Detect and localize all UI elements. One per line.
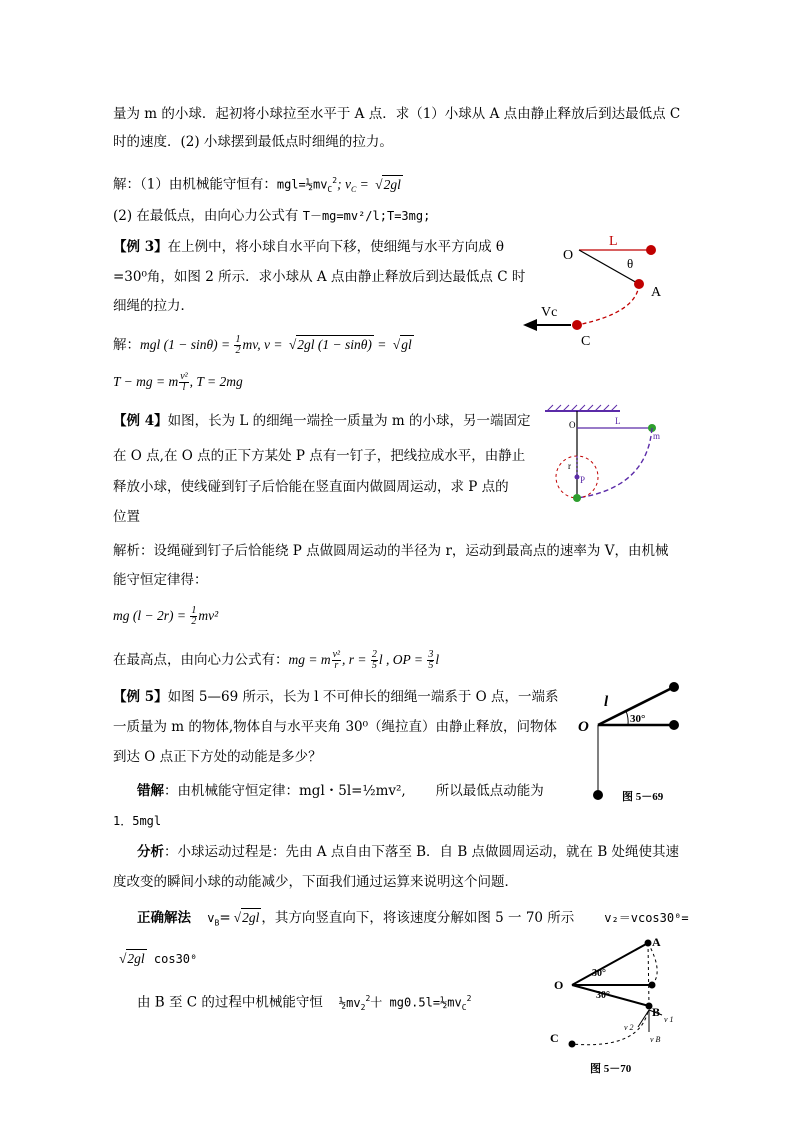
label-o: O: [554, 978, 564, 992]
example3-eq2: [113, 372, 243, 393]
wrong-text: ：由机械能守恒定律：mgl・5l=½mv²,: [164, 783, 406, 799]
bc-eq-sub: 2: [360, 1003, 366, 1013]
sol1-vc: ; v: [337, 176, 351, 192]
example4-text1: 如图，长为 L 的细绳一端拴一质量为 m 的小球，另一端固定: [167, 413, 531, 429]
label-angle1: 30°: [592, 968, 606, 979]
frac-den: 2: [191, 616, 197, 627]
example4-frac1: [190, 606, 197, 627]
correct-vb-sub: B: [214, 918, 220, 928]
analysis-label: 分析: [137, 844, 164, 860]
frac-den: 5: [428, 660, 434, 671]
ball-mid: [649, 982, 656, 989]
example4-eq1: [113, 606, 218, 627]
ball-bottom: [573, 494, 581, 502]
correct-eq: =: [219, 910, 231, 926]
label-vb: v B: [650, 1035, 661, 1044]
figure-5-70: [548, 932, 688, 1080]
correct-v2: v₂＝vcos30⁰=: [604, 911, 689, 925]
example4-tag: 【例 4】: [113, 413, 168, 429]
label-p: P: [580, 475, 586, 485]
example4-eq2c: l , OP =: [378, 652, 427, 667]
frac-num: v²: [332, 649, 341, 660]
bc-text: 由 B 至 C 的过程中机械能守恒: [137, 994, 323, 1011]
analysis-text1: ：小球运动过程是：先由 A 点自由下落至 B．自 B 点做圆周运动，就在 B 处绳使其速: [164, 844, 680, 860]
wrong-tail: 所以最低点动能为: [435, 783, 544, 799]
ball-a: [634, 279, 644, 289]
problem2-line2: 时的速度．(2) 小球摆到最低点时细绳的拉力。: [113, 134, 393, 150]
example4-eq2d: l: [435, 652, 440, 667]
drop-ab: [648, 943, 649, 1006]
swing-arc: [577, 284, 639, 325]
ball-start: [646, 245, 656, 255]
sol1-prefix: 解：（1）由机械能守恒有：: [113, 176, 277, 193]
example5-line2: 一质量为 m 的物体,物体自与水平夹角 30⁰（绳拉直）由静止释放，问物体: [113, 719, 558, 735]
sol2-prefix: (2) 在最低点，由向心力公式有: [113, 208, 303, 224]
example4-eq2b: , r =: [342, 652, 370, 667]
example3-frac2: [179, 372, 188, 393]
example5-text1: 如图 5—69 所示，长为 l 不可伸长的细绳一端系于 O 点，一端系: [167, 689, 559, 705]
frac-num: 2: [371, 649, 377, 660]
label-o: O: [563, 248, 574, 263]
example4-eq2a: mg = m: [288, 652, 331, 667]
caption: 图 5－70: [590, 1063, 632, 1075]
problem2-line1: 量为 m 的小球．起初将小球拉至水平于 A 点．求（1）小球从 A 点由静止释放后到达最低点 C: [113, 106, 681, 122]
example4-eq1b: mv²: [198, 608, 219, 623]
example3-figure: [515, 228, 685, 353]
sol1-vc-sub: C: [350, 185, 357, 195]
example4-eq1a: mg (l − 2r) =: [113, 608, 190, 623]
sol2-eq: T－mg=mv²/l;T=3mg;: [302, 209, 431, 223]
figure-5-69: [570, 678, 700, 808]
label-angle2: 30°: [596, 990, 610, 1001]
problem2-solution1: [113, 172, 403, 199]
example3-line3: 细绳的拉力．: [113, 298, 194, 314]
example4-frac4: [427, 650, 434, 671]
angle-arc: [626, 711, 628, 725]
example4-line1: [113, 412, 531, 430]
bc-eq: ½mv: [338, 995, 361, 1010]
frac-num: 1: [191, 605, 197, 616]
label-m: m: [653, 431, 661, 441]
example3-root1: √ 2gl (1 − sinθ): [296, 335, 374, 354]
example3-text1: 在上例中，将小球自水平向下移，使细绳与水平方向成 θ: [167, 239, 505, 255]
sol1-root: √ 2gl: [382, 175, 403, 194]
bc-eq2-sup: 2: [466, 994, 472, 1003]
caption: 图 5－69: [622, 791, 664, 803]
ball-c: [572, 320, 582, 330]
label-a: A: [651, 285, 662, 300]
label-l: L: [615, 416, 621, 426]
frac-den: 2: [235, 345, 241, 356]
example3-eq2a: T − mg = m: [113, 374, 179, 389]
example4-line4: 位置: [113, 509, 140, 525]
problem2-solution2: [113, 207, 430, 225]
example3-eq1: [113, 335, 414, 356]
correct-text: ，其方向竖直向下，将该速度分解如图 5 一 70 所示: [261, 910, 575, 926]
example3-sol-prefix: 解：: [113, 337, 140, 353]
example3-frac1: [234, 335, 241, 356]
example5-line3: 到达 O 点正下方处的动能是多少？: [113, 749, 322, 765]
label-c: C: [581, 334, 591, 349]
arc-lower: [572, 1006, 649, 1045]
example3-root2: √ gl: [400, 335, 414, 354]
label-v1: v 1: [664, 1015, 674, 1024]
frac-num: 3: [428, 649, 434, 660]
example5-analysis1: [137, 843, 679, 861]
example4-top-prefix: 在最高点，由向心力公式有：: [113, 652, 289, 668]
example5-wrong: [137, 782, 544, 800]
example3-eq1b: mv: [242, 337, 258, 352]
label-l: l: [604, 694, 609, 710]
bc-eq2: 十 mg0.5l=½mv: [370, 995, 462, 1010]
ball-mid: [669, 720, 679, 730]
bc-eq2-sub: C: [461, 1003, 467, 1013]
example4-line2: 在 O 点,在 O 点的正下方某处 P 点有一钉子，把线拉成水平，由静止: [113, 448, 526, 464]
example3-eq1c: , v: [257, 337, 270, 352]
example3-line1: [113, 238, 504, 256]
correct-vb: v: [207, 911, 215, 925]
example4-analysis2: 能守恒定律得：: [113, 572, 208, 588]
sol1-eq2: =: [356, 176, 373, 192]
example4-figure: [535, 403, 675, 508]
label-a: A: [652, 935, 661, 949]
example5-correct: [137, 908, 689, 933]
example3-eq1d: =: [269, 337, 286, 352]
label-v2: v 2: [624, 1023, 634, 1032]
sol1-sub: C: [327, 185, 333, 195]
label-c: C: [550, 1031, 559, 1045]
frac-num: 1: [235, 334, 241, 345]
example3-eq1e: =: [373, 337, 390, 352]
sol1-eq: mgl=½mv: [276, 177, 328, 192]
label-theta: θ: [627, 256, 634, 271]
line-root: √ 2gl: [126, 949, 147, 968]
example3-eq2b: , T = 2mg: [189, 374, 243, 389]
example5-tag: 【例 5】: [113, 689, 168, 705]
peg-p: [575, 475, 580, 480]
example5-analysis2: 度改变的瞬间小球的动能减少，下面我们通过运算来说明这个问题．: [113, 874, 518, 890]
label-b: B: [652, 1005, 661, 1019]
example5-wrong-result: 1．5mgl: [113, 814, 162, 828]
example4-line3: 释放小球，使线碰到钉子后恰能在竖直面内做圆周运动，求 P 点的: [113, 479, 509, 495]
line-cos: cos30⁰: [146, 952, 198, 966]
example4-frac3: [371, 650, 378, 671]
ball-c: [569, 1041, 576, 1048]
label-r: r: [568, 461, 571, 471]
correct-label: 正确解法: [137, 910, 191, 926]
example5-line1: [113, 688, 559, 706]
vector-v2: [638, 1010, 649, 1027]
line-oa: [572, 943, 648, 985]
label-l: L: [609, 234, 618, 249]
frac-den: 5: [371, 660, 377, 671]
frac-den: l: [182, 382, 186, 393]
example4-eq2: [113, 650, 439, 671]
example5-root-line: [125, 949, 197, 968]
frac-num: v²: [180, 371, 188, 382]
ball-a: [645, 940, 652, 947]
label-vc: Vc: [541, 305, 558, 320]
ball-top: [669, 682, 679, 692]
velocity-arrowhead: [523, 319, 537, 331]
example4-analysis1: 解析：设绳碰到钉子后恰能绕 P 点做圆周运动的半径为 r，运动到最高点的速率为 V，由机械: [113, 543, 669, 559]
line-ob: [572, 985, 649, 1006]
example3-eq1a: mgl (1 − sinθ) =: [140, 337, 234, 352]
correct-root: √ 2gl: [241, 908, 262, 927]
label-o: O: [578, 719, 589, 735]
example3-tag: 【例 3】: [113, 239, 168, 255]
sol1-sup: 2: [332, 176, 338, 185]
example3-line2: =30⁰角，如图 2 所示．求小球从 A 点由静止释放后到达最低点 C 时: [113, 269, 526, 285]
example5-bc: [137, 990, 471, 1017]
ball-bottom: [593, 790, 603, 800]
swing-path: [577, 428, 652, 498]
example4-frac2: [332, 650, 341, 671]
wrong-label: 错解: [137, 783, 164, 799]
bc-eq-sup: 2: [365, 994, 371, 1003]
frac-den: r: [334, 660, 339, 671]
arc-upper: [648, 943, 657, 985]
label-angle: 30°: [630, 713, 646, 725]
label-o: O: [569, 420, 576, 430]
